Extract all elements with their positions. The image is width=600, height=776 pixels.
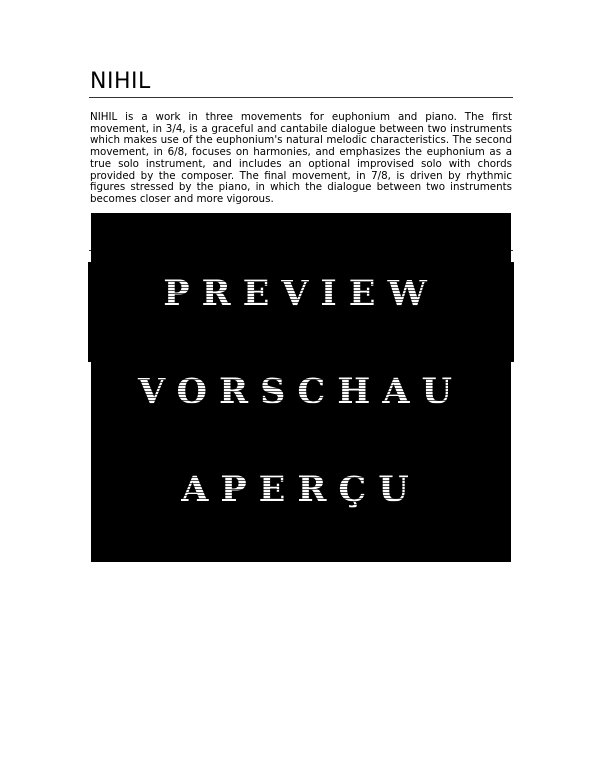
apercu-label: APERÇU bbox=[91, 469, 511, 510]
vorschau-label: VORSCHAU bbox=[91, 371, 511, 412]
preview-watermark-overlay bbox=[91, 213, 511, 562]
page-title: NIHIL bbox=[90, 69, 151, 94]
hidden-content-edge-right bbox=[511, 262, 514, 362]
title-divider bbox=[89, 97, 513, 98]
work-description: NIHIL is a work in three movements for euphonium and piano. The first movement, in 3/4, is a graceful and cantabile dialogue between two instruments which makes use of the euphonium's natural melodic characteristics. The second movement, in 6/8, focuses on harmonies, and emphasizes the euphonium as a true solo instrument, and includes an optional improvised solo with chords provided by the composer. The final movement, in 7/8, is driven by rhythmic figures stressed by the piano, in which the dialogue between two instruments becomes closer and more vigorous. bbox=[90, 111, 512, 205]
preview-label: PREVIEW bbox=[91, 273, 511, 314]
